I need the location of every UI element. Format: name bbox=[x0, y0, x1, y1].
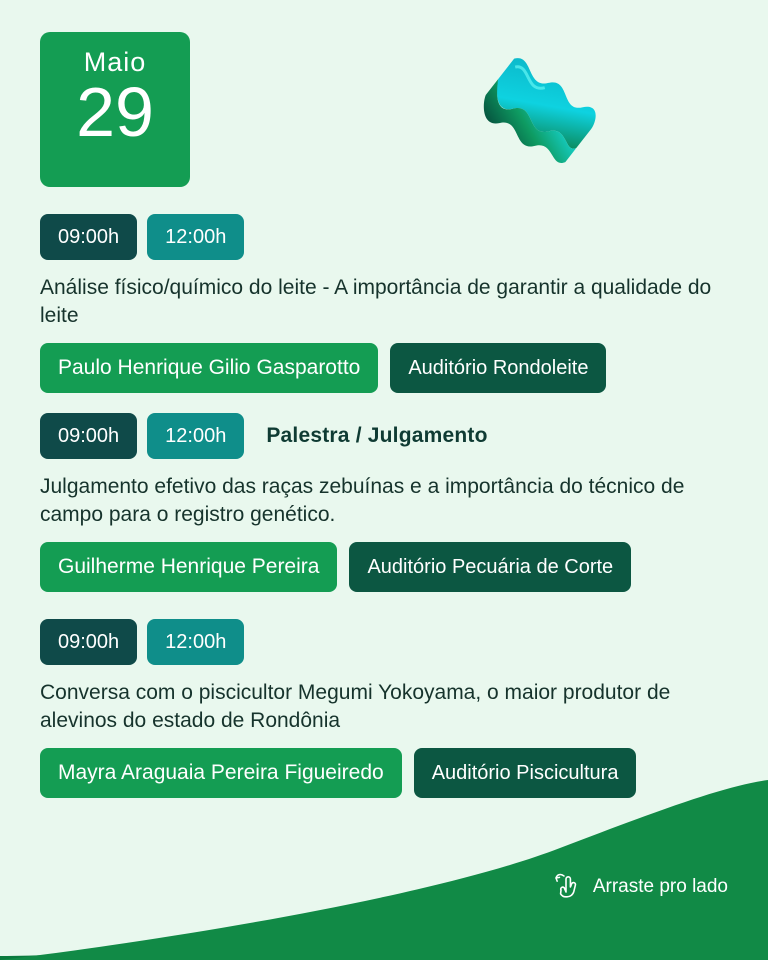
session-time-row bbox=[40, 413, 740, 459]
bottom-decorative-swoosh bbox=[0, 770, 768, 960]
session-item bbox=[40, 413, 740, 592]
swipe-hand-icon bbox=[553, 870, 583, 904]
session-description: Conversa com o piscicultor Megumi Yokoyama, o maior produtor de alevinos do estado de Rondônia bbox=[40, 681, 671, 732]
session-start-time: 09:00h bbox=[40, 214, 137, 260]
date-month: Maio bbox=[83, 47, 147, 77]
session-venue: Auditório Pecuária de Corte bbox=[349, 542, 631, 592]
session-description: Análise físico/químico do leite - A importância de garantir a qualidade do leite bbox=[40, 276, 712, 327]
session-time-row bbox=[40, 619, 740, 665]
session-tag-row bbox=[40, 343, 740, 393]
session-start-time: 09:00h bbox=[40, 619, 137, 665]
session-item bbox=[40, 214, 740, 393]
session-end-time: 12:00h bbox=[147, 214, 244, 260]
session-kind: Palestra / Julgamento bbox=[266, 424, 488, 447]
session-speaker: Guilherme Henrique Pereira bbox=[40, 542, 337, 592]
session-speaker: Paulo Henrique Gilio Gasparotto bbox=[40, 343, 378, 393]
swipe-hint[interactable] bbox=[553, 870, 728, 904]
session-end-time: 12:00h bbox=[147, 619, 244, 665]
session-tag-row bbox=[40, 542, 740, 592]
session-start-time: 09:00h bbox=[40, 413, 137, 459]
swipe-hint-label: Arraste pro lado bbox=[592, 876, 728, 897]
session-tag-row bbox=[40, 748, 740, 798]
session-venue: Auditório Piscicultura bbox=[414, 748, 637, 798]
session-speaker: Mayra Araguaia Pereira Figueiredo bbox=[40, 748, 402, 798]
session-time-row bbox=[40, 214, 740, 260]
session-end-time: 12:00h bbox=[147, 413, 244, 459]
date-day: 29 bbox=[76, 72, 154, 151]
session-venue: Auditório Rondoleite bbox=[390, 343, 606, 393]
date-card bbox=[40, 32, 190, 187]
twisted-ribbon-3d-icon bbox=[468, 52, 596, 182]
session-description: Julgamento efetivo das raças zebuínas e a importância do técnico de campo para o registro genético. bbox=[40, 475, 685, 526]
session-item bbox=[40, 619, 740, 798]
